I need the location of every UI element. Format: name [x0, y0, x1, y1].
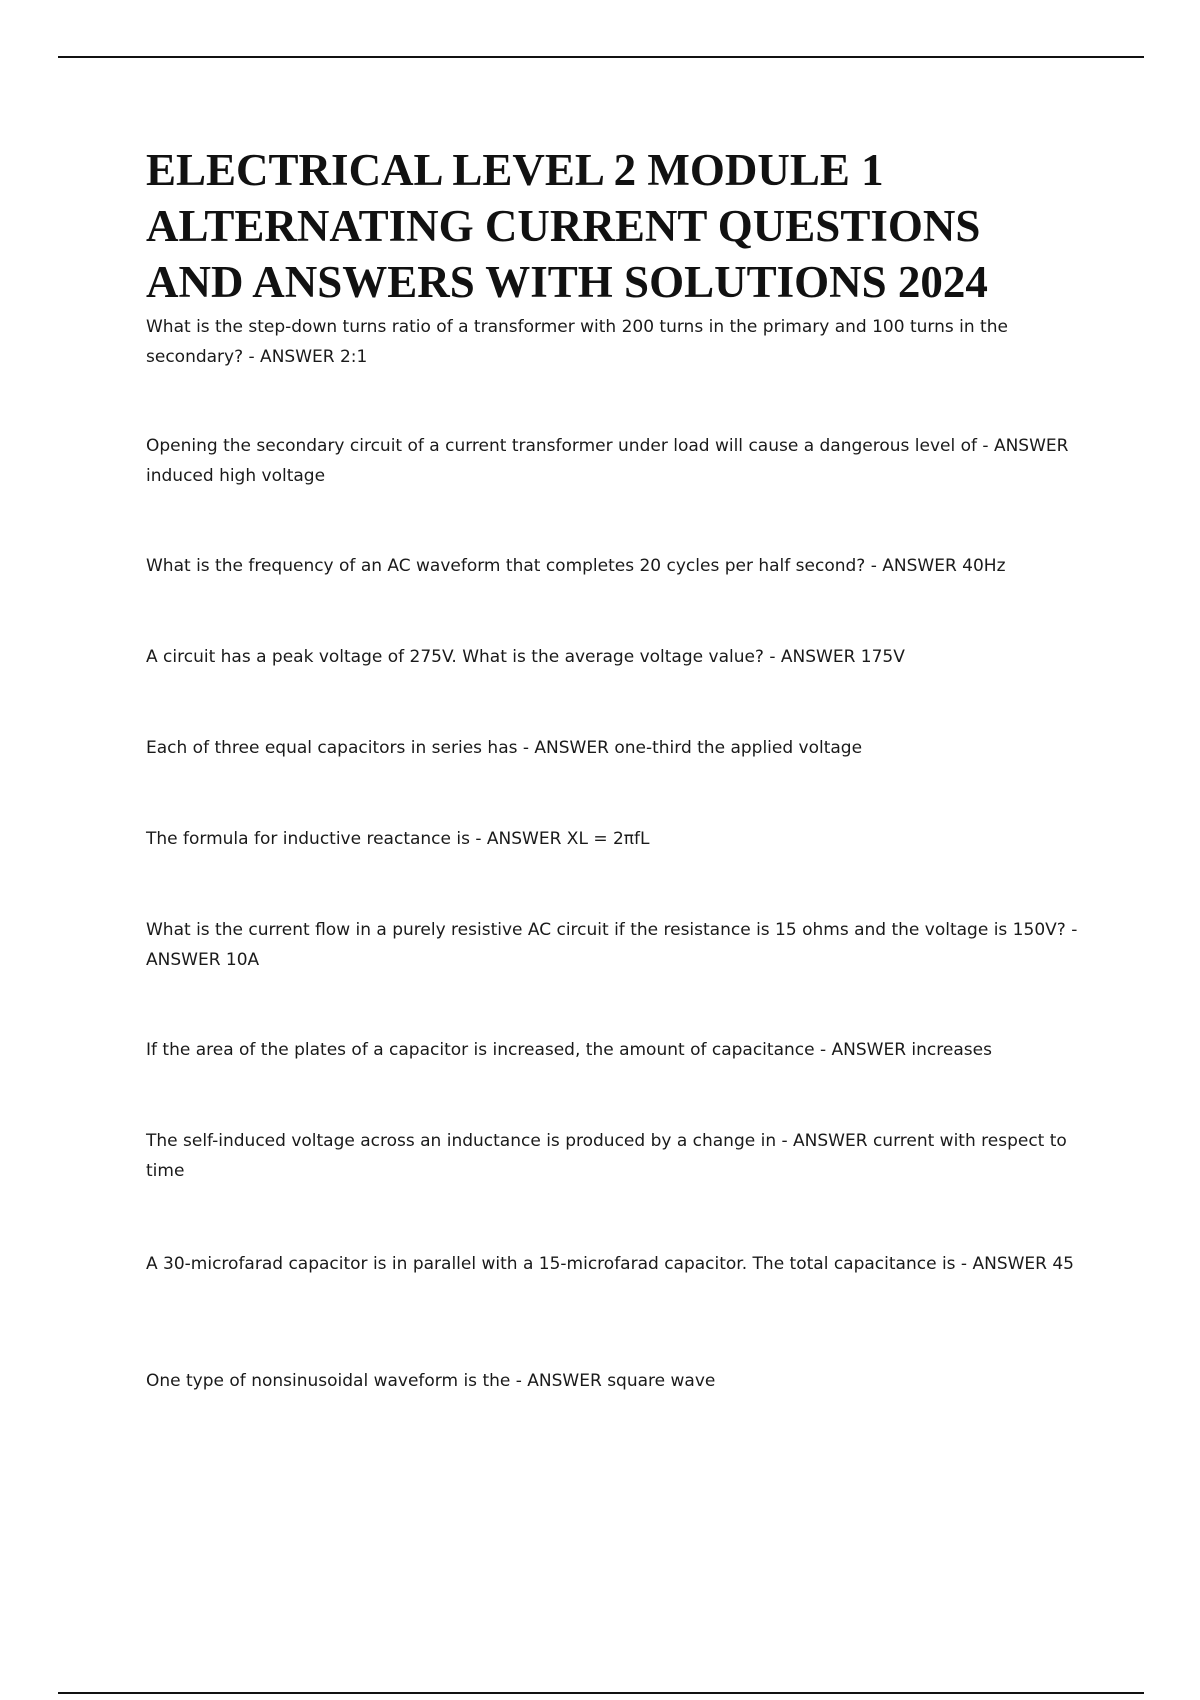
qa-item-2: Opening the secondary circuit of a current transformer under load will cause a dangerous level of - ANSWER induced high voltage [146, 436, 1069, 486]
qa-item-7: What is the current flow in a purely resistive AC circuit if the resistance is 15 ohms and the voltage is 150V? - ANSWER 10A [146, 920, 1078, 970]
qa-item-9: The self-induced voltage across an inductance is produced by a change in - ANSWER current with respect to time [146, 1131, 1067, 1181]
title-line-1: ELECTRICAL LEVEL 2 MODULE 1 [146, 145, 884, 195]
qa-item-11: One type of nonsinusoidal waveform is the - ANSWER square wave [146, 1371, 716, 1391]
qa-item-3: What is the frequency of an AC waveform that completes 20 cycles per half second? - ANSWER 40Hz [146, 556, 1006, 576]
document-title [146, 142, 1106, 310]
bottom-divider [58, 1692, 1144, 1694]
qa-item-4: A circuit has a peak voltage of 275V. What is the average voltage value? - ANSWER 175V [146, 647, 905, 667]
title-line-3: AND ANSWERS WITH SOLUTIONS 2024 [146, 257, 988, 307]
title-line-2: ALTERNATING CURRENT QUESTIONS [146, 201, 981, 251]
top-divider [58, 56, 1144, 58]
qa-item-10: A 30-microfarad capacitor is in parallel with a 15-microfarad capacitor. The total capacitance is - ANSWER 45 [146, 1254, 1075, 1274]
qa-item-1: What is the step-down turns ratio of a transformer with 200 turns in the primary and 100 turns in the secondary? - ANSWER 2:1 [146, 317, 1008, 367]
qa-item-5: Each of three equal capacitors in series has - ANSWER one-third the applied voltage [146, 738, 863, 758]
qa-item-8: If the area of the plates of a capacitor is increased, the amount of capacitance - ANSWER increases [146, 1040, 992, 1060]
qa-item-6: The formula for inductive reactance is - ANSWER XL = 2πfL [146, 829, 650, 849]
